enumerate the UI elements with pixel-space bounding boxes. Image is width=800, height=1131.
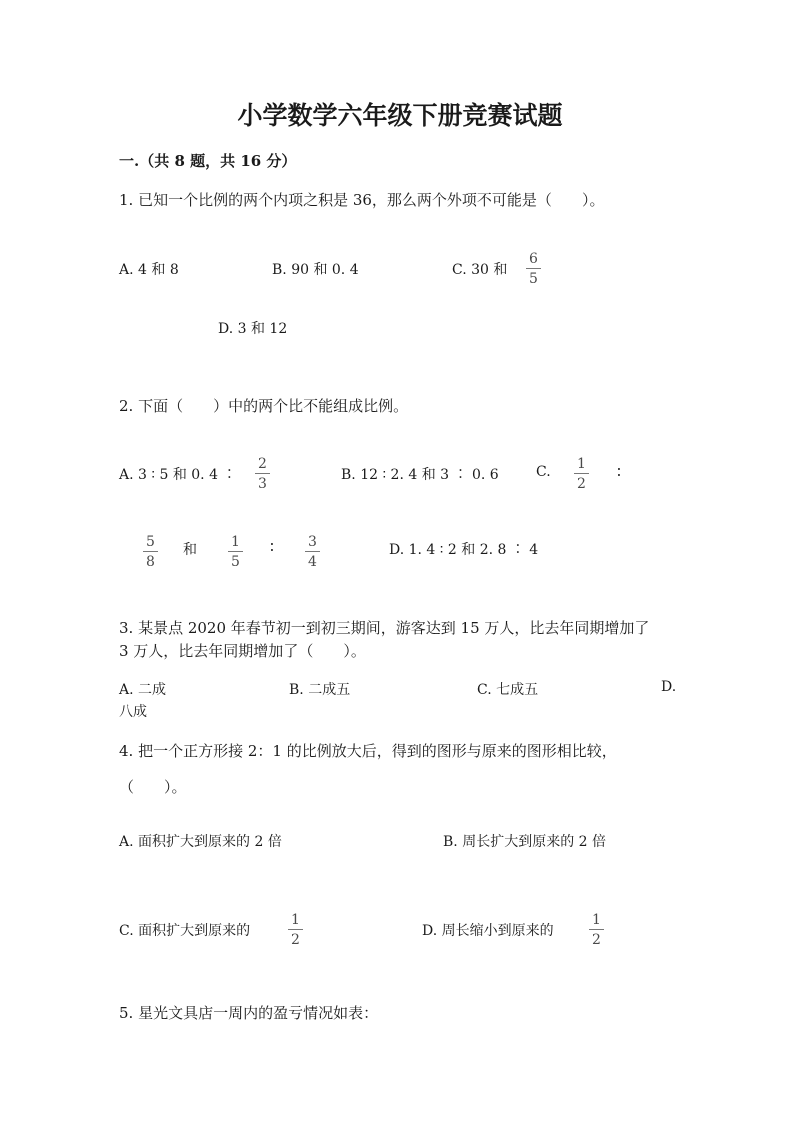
q3-option-a: A. 二成 <box>119 682 167 698</box>
q3-option-d-text: 八成 <box>119 704 147 720</box>
question-4-line-1: 4. 把一个正方形接 2：1 的比例放大后，得到的图形与原来的图形相比较， <box>119 742 617 760</box>
page-title: 小学数学六年级下册竞赛试题 <box>237 101 563 130</box>
question-4-line-2: （ ）。 <box>119 778 187 796</box>
fraction-denominator: 2 <box>589 929 604 947</box>
fraction-numerator: 1 <box>577 456 586 472</box>
q4-option-d-fraction <box>589 913 604 947</box>
question-2-text: 2. 下面（ ）中的两个比不能组成比例。 <box>119 397 409 415</box>
fraction-denominator: 3 <box>255 473 270 491</box>
q4-option-a: A. 面积扩大到原来的 2 倍 <box>119 834 282 850</box>
q2-option-a-fraction <box>255 457 270 491</box>
fraction-denominator: 2 <box>574 473 589 491</box>
q2-option-c-fraction-4 <box>305 535 320 569</box>
q2-option-b: B. 12 ∶ 2. 4 和 3 ∶ 0. 6 <box>341 467 499 483</box>
q2-option-c-fraction-3 <box>228 535 243 569</box>
conjunction-and: 和 <box>183 542 197 558</box>
question-3-line-1: 3. 某景点 2020 年春节初一到初三期间，游客达到 15 万人，比去年同期增加了 <box>119 619 650 637</box>
fraction-denominator: 5 <box>228 551 243 569</box>
q1-option-d: D. 3 和 12 <box>218 321 288 337</box>
q2-option-d: D. 1. 4 ∶ 2 和 2. 8 ∶ 4 <box>389 542 539 558</box>
q2-option-c-fraction-2 <box>143 535 158 569</box>
question-3-line-2: 3 万人，比去年同期增加了（ ）。 <box>119 642 366 660</box>
fraction-numerator: 1 <box>592 912 601 928</box>
fraction-numerator: 3 <box>308 534 317 550</box>
fraction-numerator: 6 <box>529 251 538 267</box>
q3-option-d-label: D. <box>661 679 677 695</box>
fraction-denominator: 5 <box>526 268 541 286</box>
fraction-denominator: 2 <box>288 929 303 947</box>
q4-option-c-fraction <box>288 913 303 947</box>
q2-option-c: C. <box>536 464 551 480</box>
question-1-text: 1. 已知一个比例的两个内项之积是 36，那么两个外项不可能是（ ）。 <box>119 191 605 209</box>
section-heading: 一.（共 8 题，共 16 分） <box>119 152 297 170</box>
q1-option-c: C. 30 和 <box>452 262 508 278</box>
fraction-numerator: 1 <box>291 912 300 928</box>
fraction-denominator: 4 <box>305 551 320 569</box>
ratio-colon: ∶ <box>617 463 621 481</box>
q2-option-c-fraction-1 <box>574 457 589 491</box>
fraction-denominator: 8 <box>143 551 158 569</box>
ratio-colon: ∶ <box>270 538 274 556</box>
q4-option-d: D. 周长缩小到原来的 <box>422 923 554 939</box>
q4-option-b: B. 周长扩大到原来的 2 倍 <box>443 834 606 850</box>
q1-option-c-fraction <box>526 252 541 286</box>
fraction-numerator: 1 <box>231 534 240 550</box>
q3-option-c: C. 七成五 <box>477 682 539 698</box>
question-5-text: 5. 星光文具店一周内的盈亏情况如表： <box>119 1004 379 1022</box>
q1-option-b: B. 90 和 0. 4 <box>272 262 359 278</box>
fraction-numerator: 5 <box>146 534 155 550</box>
q2-option-a: A. 3 ∶ 5 和 0. 4 ∶ <box>119 467 237 483</box>
q1-option-a: A. 4 和 8 <box>119 262 179 278</box>
q3-option-b: B. 二成五 <box>289 682 351 698</box>
fraction-numerator: 2 <box>258 456 267 472</box>
q4-option-c: C. 面积扩大到原来的 <box>119 923 251 939</box>
